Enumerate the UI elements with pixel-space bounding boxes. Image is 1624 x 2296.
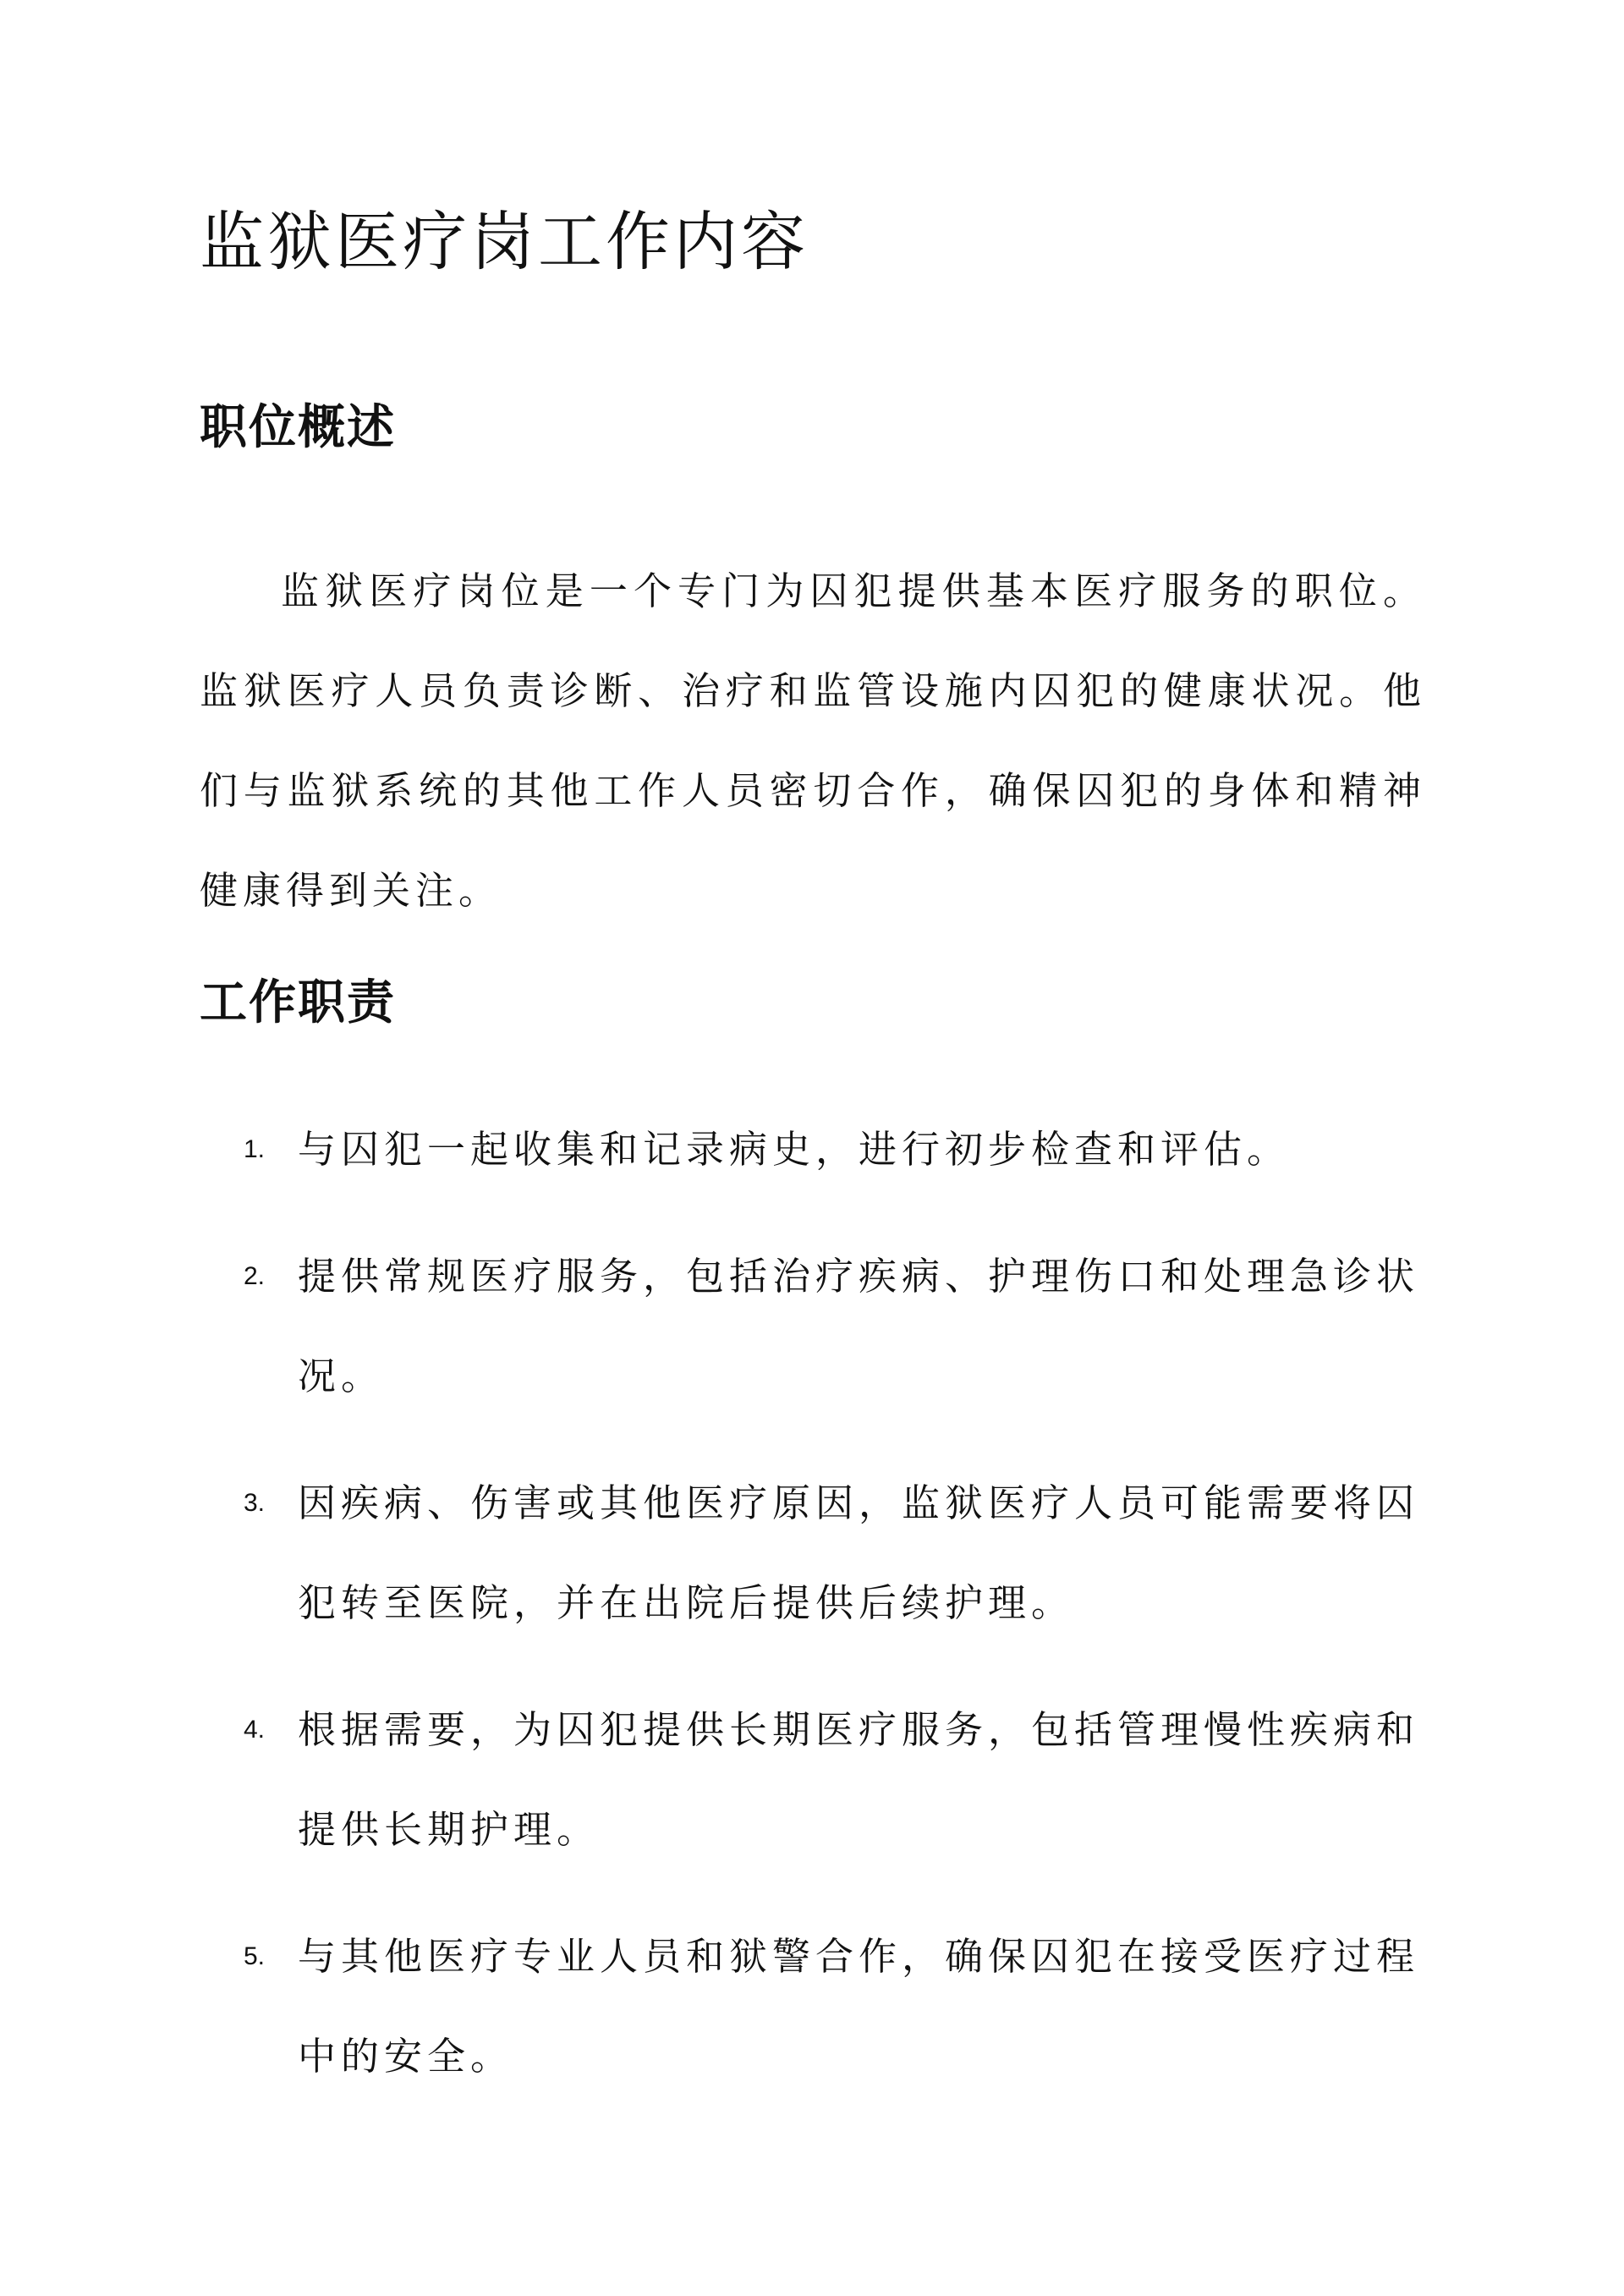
document-title: 监狱医疗岗工作内容	[200, 204, 809, 279]
list-item	[200, 1227, 1426, 1426]
section-heading-overview: 职位概述	[200, 399, 396, 455]
list-item-number: 2.	[244, 1262, 266, 1290]
list-item-number: 3.	[244, 1489, 266, 1517]
overview-paragraph: 监狱医疗岗位是一个专门为囚犯提供基本医疗服务的职位。监狱医疗人员负责诊断、治疗和监管设施内囚犯的健康状况。他们与监狱系统的其他工作人员密切合作，确保囚犯的身体和精神健康得到关注。	[200, 569, 1426, 913]
list-item-number: 1.	[244, 1135, 266, 1163]
list-item-text: 与其他医疗专业人员和狱警合作，确保囚犯在接受医疗过程中的安全。	[298, 1934, 1420, 2079]
list-item	[200, 1907, 1426, 2106]
list-item-text: 提供常规医疗服务，包括治疗疾病、护理伤口和处理急诊状况。	[298, 1254, 1420, 1398]
list-item	[200, 1100, 1426, 1200]
list-item-text: 与囚犯一起收集和记录病史，进行初步检查和评估。	[298, 1127, 1291, 1172]
section-heading-duties: 工作职责	[200, 975, 396, 1030]
list-item	[200, 1453, 1426, 1653]
list-item-text: 根据需要，为囚犯提供长期医疗服务，包括管理慢性疾病和提供长期护理。	[298, 1707, 1420, 1852]
list-item-number: 5.	[244, 1942, 266, 1970]
list-item-number: 4.	[244, 1716, 266, 1744]
list-item-text: 因疾病、伤害或其他医疗原因，监狱医疗人员可能需要将囚犯转至医院，并在出院后提供后续护理。	[298, 1480, 1420, 1625]
list-item	[200, 1680, 1426, 1880]
duties-list	[200, 1100, 1426, 2134]
